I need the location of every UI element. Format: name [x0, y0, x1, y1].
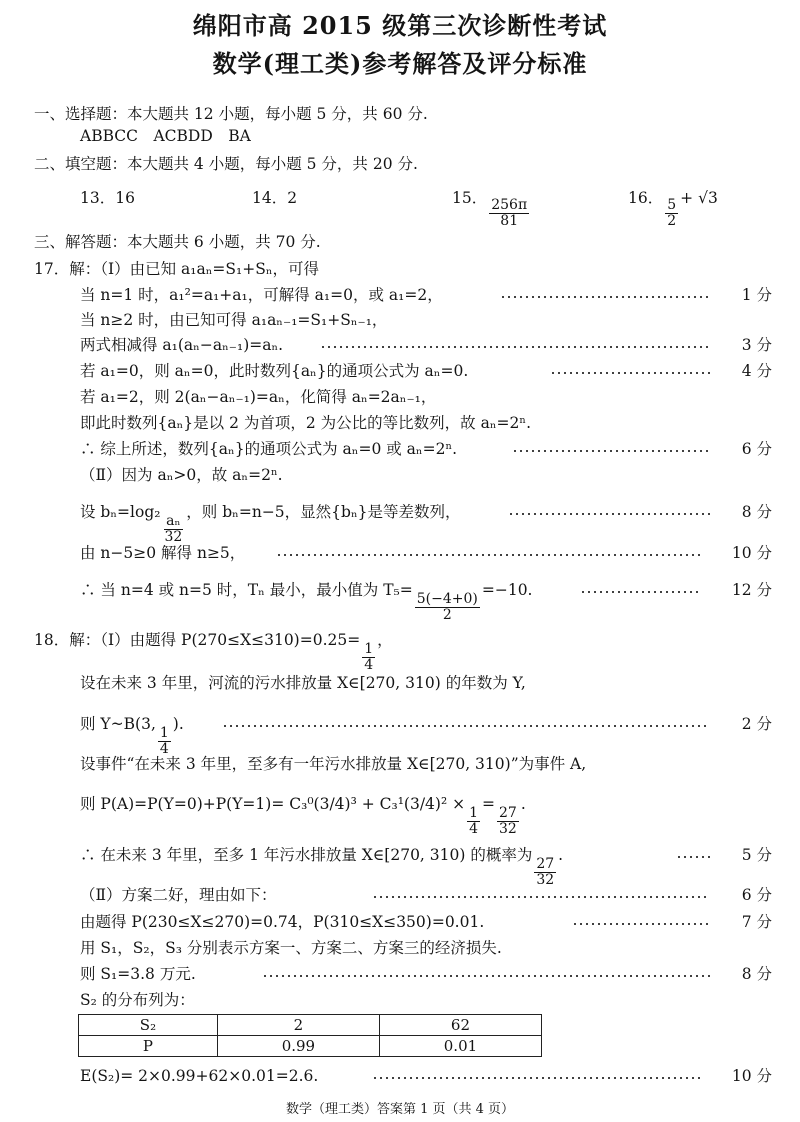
score-mark: 10 分 [731, 544, 772, 562]
q17-line: 17．解：（Ⅰ）由已知 a₁aₙ=S₁+Sₙ，可得 [34, 260, 320, 278]
score-mark: 6 分 [741, 440, 772, 458]
leader-dots [262, 968, 710, 980]
answer-13: 13．16 [80, 189, 135, 207]
doc-title: 绵阳市高 2015 级第三次诊断性考试 [192, 11, 608, 40]
q18-line: 18．解：（Ⅰ）由题得 P(270≤X≤310)=0.25= $\frac{1}{4}$ ， [34, 631, 393, 673]
table-cell: 0.01 [379, 1036, 541, 1057]
score-mark: 12 分 [731, 581, 772, 599]
q17-line: （Ⅱ）因为 aₙ>0，故 aₙ=2ⁿ. [80, 466, 283, 484]
q18-line: 则 S₁=3.8 万元. 8 分 [0, 962, 800, 986]
answer-16: 16． $\frac{5}{2}$ + √3 [628, 189, 718, 229]
score-mark: 7 分 [741, 913, 772, 931]
table-cell: 2 [217, 1015, 379, 1036]
leader-dots [372, 1070, 702, 1082]
q17-line: ∴ 当 n=4 或 n=5 时，Tₙ 最小，最小值为 T₅= $\frac{5(-4+0)}{2}$ =−10. 12 分 [0, 578, 800, 602]
q18-line: E(S₂)= 2×0.99+62×0.01=2.6. 10 分 [0, 1064, 800, 1088]
score-mark: 2 分 [741, 715, 772, 733]
q17-line: 若 a₁=0，则 aₙ=0，此时数列{aₙ}的通项公式为 aₙ=0. 4 分 [0, 359, 800, 383]
section1-answers: ABBCC ACBDD BA [80, 127, 251, 145]
leader-dots [276, 547, 702, 559]
leader-dots [550, 365, 710, 377]
q17-line: 两式相减得 a₁(aₙ−aₙ₋₁)=aₙ. 3 分 [0, 333, 800, 357]
leader-dots [572, 916, 710, 928]
q18-line: 由题得 P(230≤X≤270)=0.74，P(310≤X≤350)=0.01. 7 分 [0, 910, 800, 934]
score-mark: 5 分 [741, 846, 772, 864]
score-mark: 3 分 [741, 336, 772, 354]
table-row [79, 1015, 542, 1036]
score-mark: 1 分 [741, 286, 772, 304]
score-mark: 6 分 [741, 886, 772, 904]
page-footer: 数学（理工类）答案第 1 页（共 4 页） [285, 1102, 515, 1117]
table-cell: 0.99 [217, 1036, 379, 1057]
leader-dots [372, 889, 710, 901]
answer-15: 15． $\frac{256\pi}{81}$ [452, 189, 528, 229]
score-mark: 8 分 [741, 503, 772, 521]
q17-line: 若 a₁=2，则 2(aₙ−aₙ₋₁)=aₙ，化简得 aₙ=2aₙ₋₁， [80, 388, 437, 406]
q17-line: 由 n−5≥0 解得 n≥5， 10 分 [0, 541, 800, 565]
q17-line: ∴ 综上所述，数列{aₙ}的通项公式为 aₙ=0 或 aₙ=2ⁿ. 6 分 [0, 437, 800, 461]
q18-line: 则 Y~B(3, $\frac{1}{4}$ ). 2 分 [0, 712, 800, 736]
q17-line: 当 n≥2 时，由已知可得 a₁aₙ₋₁=S₁+Sₙ₋₁， [80, 311, 388, 329]
score-mark: 10 分 [731, 1067, 772, 1085]
q18-line: 设在未来 3 年里，河流的污水排放量 X∈[270, 310) 的年数为 Y, [80, 674, 526, 692]
score-mark: 4 分 [741, 362, 772, 380]
answer-14: 14．2 [252, 189, 298, 207]
leader-dots [508, 506, 710, 518]
section2-answers [0, 186, 800, 229]
leader-dots [512, 443, 710, 455]
q17-line: 设 bₙ=log₂ $\frac{\text{aₙ}}{32}$ ，则 bₙ=n−5，显然{bₙ}是等差数列， 8 分 [0, 500, 800, 524]
table-row [79, 1036, 542, 1057]
score-mark: 8 分 [741, 965, 772, 983]
table-cell: 62 [379, 1015, 541, 1036]
doc-subtitle: 数学(理工类)参考解答及评分标准 [212, 49, 588, 78]
q18-line: 则 P(A)=P(Y=0)+P(Y=1)= C₃⁰(3/4)³ + C₃¹(3/4)² × $\frac{1}{4}$ = $\frac{27}{32}$ . [80, 795, 526, 837]
q18-line: （Ⅱ）方案二好，理由如下： 6 分 [0, 883, 800, 907]
distribution-table [78, 1014, 542, 1057]
q18-line: 设事件“在未来 3 年里，至多有一年污水排放量 X∈[270, 310)”为事件 A, [80, 755, 587, 773]
q18-line: S₂ 的分布列为： [80, 991, 195, 1009]
q18-line: 用 S₁，S₂，S₃ 分别表示方案一、方案二、方案三的经济损失. [80, 939, 502, 957]
table-cell: P [79, 1036, 218, 1057]
leader-dots [500, 289, 710, 301]
leader-dots [320, 339, 710, 351]
section1-heading: 一、选择题：本大题共 12 小题，每小题 5 分，共 60 分. [34, 105, 428, 123]
q18-line: ∴ 在未来 3 年里，至多 1 年污水排放量 X∈[270, 310) 的概率为 $\frac{27}{32}$ . 5 分 [0, 843, 800, 867]
section3-heading: 三、解答题：本大题共 6 小题，共 70 分. [34, 233, 321, 251]
leader-dots [676, 849, 710, 861]
q17-line: 即此时数列{aₙ}是以 2 为首项，2 为公比的等比数列，故 aₙ=2ⁿ. [80, 414, 532, 432]
leader-dots [222, 718, 710, 730]
leader-dots [580, 584, 702, 596]
q17-line: 当 n=1 时，a₁²=a₁+a₁，可解得 a₁=0，或 a₁=2， 1 分 [0, 283, 800, 307]
table-cell: S₂ [79, 1015, 218, 1036]
section2-heading: 二、填空题：本大题共 4 小题，每小题 5 分，共 20 分. [34, 155, 418, 173]
